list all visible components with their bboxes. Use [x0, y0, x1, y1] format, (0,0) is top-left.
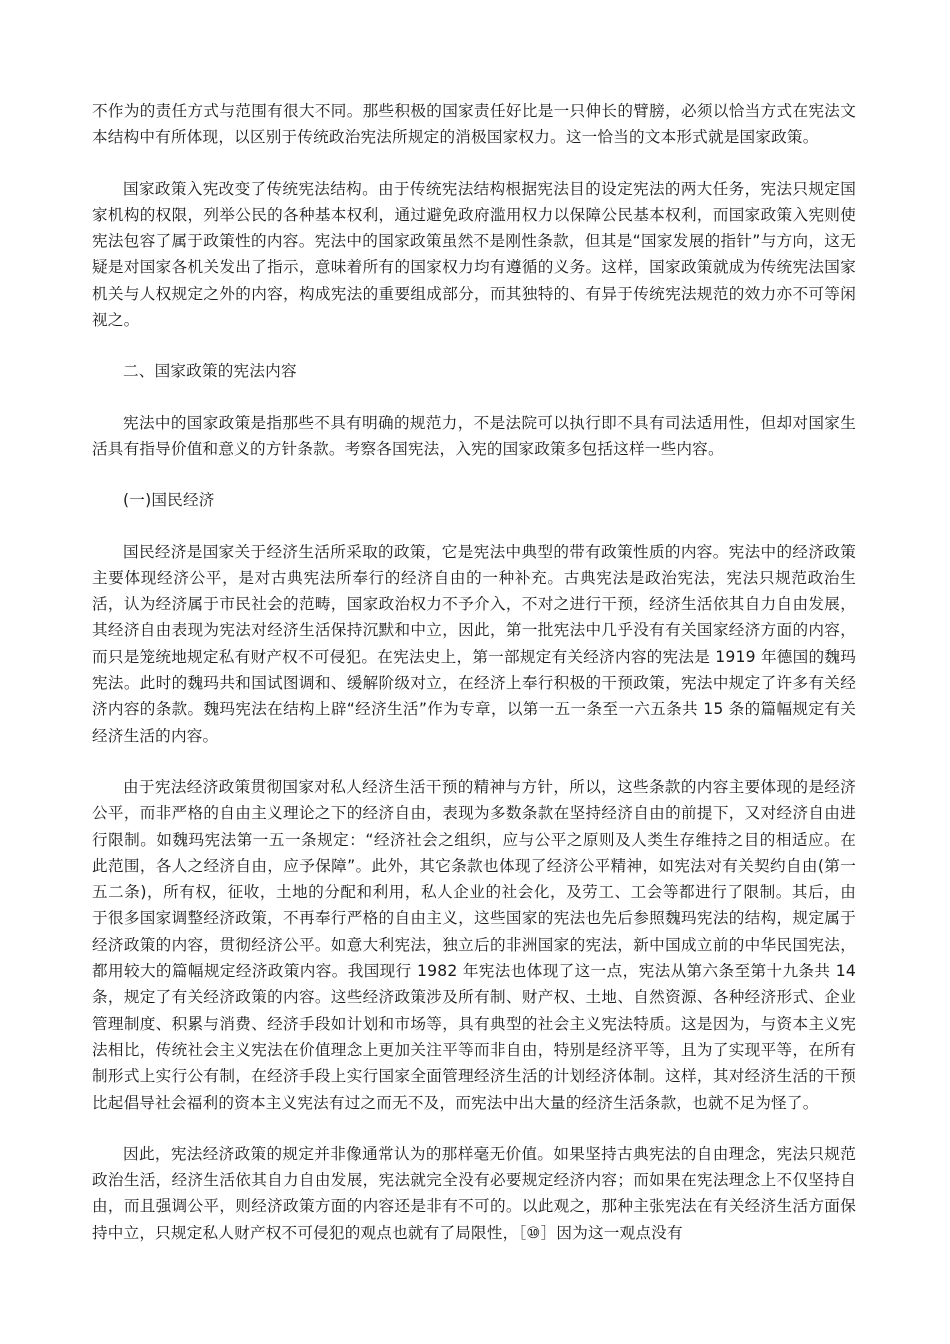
paragraph-3: 宪法中的国家政策是指那些不具有明确的规范力，不是法院可以执行即不具有司法适用性，但却对国家生活具有指导价值和意义的方针条款。考察各国宪法，入宪的国家政策多包括这样一些内容。 [92, 413, 856, 458]
paragraph-2: 国家政策入宪改变了传统宪法结构。由于传统宪法结构根据宪法目的设定宪法的两大任务，宪法只规定国家机构的权限，列举公民的各种基本权利，通过避免政府滥用权力以保障公民基本权利，而国家政策入宪则使宪法包容了属于政策性的内容。宪法中的国家政策虽然不是刚性条款，但其是“国家发展的指针”与方向，这无疑是对国家各机关发出了指示，意味着所有的国家权力均有遵循的义务。这样，国家政策就成为传统宪法国家机关与人权规定之外的内容，构成宪法的重要组成部分，而其独特的、有异于传统宪法规范的效力亦不可等闲视之。 [92, 179, 856, 330]
paragraph-5: 由于宪法经济政策贯彻国家对私人经济生活干预的精神与方针，所以，这些条款的内容主要体现的是经济公平，而非严格的自由主义理论之下的经济自由，表现为多数条款在坚持经济自由的前提下，又对经济自由进行限制。如魏玛宪法第一五一条规定：“经济社会之组织，应与公平之原则及人类生存维持之目的相适应。在此范围，各人之经济自由，应予保障”。此外，其它条款也体现了经济公平精神，如宪法对有关契约自由(第一五二条)，所有权，征收，土地的分配和利用，私人企业的社会化，及劳工、工会等都进行了限制。其后，由于很多国家调整经济政策，不再奉行严格的自由主义，这些国家的宪法也先后参照魏玛宪法的结构，规定属于经济政策的内容，贯彻经济公平。如意大利宪法，独立后的非洲国家的宪法，新中国成立前的中华民国宪法，都用较大的篇幅规定经济政策内容。我国现行 1982 年宪法也体现了这一点，宪法从第六条至第十九条共 14 条，规定了有关经济政策的内容。这些经济政策涉及所有制、财产权、土地、自然资源、各种经济形式、企业管理制度、积累与消费、经济手段如计划和市场等，具有典型的社会主义宪法特质。这是因为，与资本主义宪法相比，传统社会主义宪法在价值理念上更加关注平等而非自由，特别是经济平等，且为了实现平等，在所有制形式上实行公有制，在经济手段上实行国家全面管理经济生活的计划经济体制。这样，其对经济生活的干预比起倡导社会福利的资本主义宪法有过之而无不及，而宪法中出大量的经济生活条款，也就不足为怪了。 [92, 777, 856, 1112]
section-heading-2: 二、国家政策的宪法内容 [123, 362, 297, 381]
document-page [92, 98, 856, 1271]
paragraph-4: 国民经济是国家关于经济生活所采取的政策，它是宪法中典型的带有政策性质的内容。宪法中的经济政策主要体现经济公平，是对古典宪法所奉行的经济自由的一种补充。古典宪法是政治宪法，宪法只规范政治生活，认为经济属于市民社会的范畴，国家政治权力不予介入，不对之进行干预，经济生活依其自力自由发展，其经济自由表现为宪法对经济生活保持沉默和中立，因此，第一批宪法中几乎没有有关国家经济方面的内容，而只是笼统地规定私有财产权不可侵犯。在宪法史上，第一部规定有关经济内容的宪法是 1919 年德国的魏玛宪法。此时的魏玛共和国试图调和、缓解阶级对立，在经济上奉行积极的干预政策，宪法中规定了许多有关经济内容的条款。魏玛宪法在结构上辟“经济生活”作为专章，以第一五一条至一六五条共 15 条的篇幅规定有关经济生活的内容。 [92, 542, 856, 745]
paragraph-1: 不作为的责任方式与范围有很大不同。那些积极的国家责任好比是一只伸长的臂膀，必须以恰当方式在宪法文本结构中有所体现，以区别于传统政治宪法所规定的消极国家权力。这一恰当的文本形式就是国家政策。 [92, 102, 856, 147]
subsection-heading-1: (一)国民经济 [123, 491, 215, 510]
paragraph-6: 因此，宪法经济政策的规定并非像通常认为的那样毫无价值。如果坚持古典宪法的自由理念，宪法只规范政治生活，经济生活依其自力自由发展，宪法就完全没有必要规定经济内容；而如果在宪法理念上不仅坚持自由，而且强调公平，则经济政策方面的内容还是非有不可的。以此观之，那种主张宪法在有关经济生活方面保持中立，只规定私人财产权不可侵犯的观点也就有了局限性，［⑩］因为这一观点没有 [92, 1144, 856, 1242]
